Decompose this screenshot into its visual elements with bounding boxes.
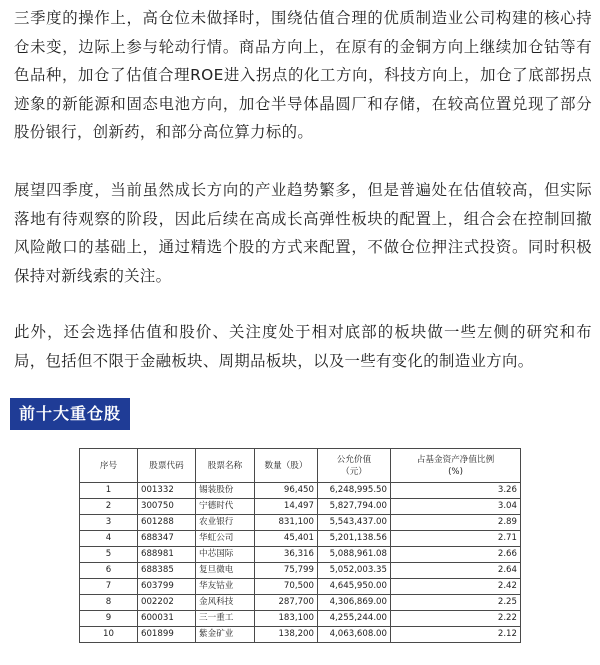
header-fair-value	[318, 449, 391, 483]
cell-stock-code: 688981	[138, 547, 196, 563]
table-row	[80, 627, 521, 643]
cell-rank: 9	[80, 611, 138, 627]
paragraph-q4-outlook: 展望四季度，当前虽然成长方向的产业趋势繁多，但是普遍处在估值较高，但实际落地有待观察的阶段，因此后续在高成长高弹性板块的配置上，组合会在控制回撤风险敞口的基础上，通过精选个股的方式来配置，不做仓位押注式投资。同时积极保持对新线索的关注。	[14, 181, 592, 285]
table-row	[80, 499, 521, 515]
header-rank: 序号	[80, 449, 138, 483]
cell-stock-name: 复旦微电	[196, 563, 255, 579]
cell-rank: 2	[80, 499, 138, 515]
cell-quantity: 831,100	[255, 515, 318, 531]
cell-stock-code: 600031	[138, 611, 196, 627]
cell-stock-name: 三一重工	[196, 611, 255, 627]
cell-fair-value: 4,255,244.00	[318, 611, 391, 627]
cell-fair-value: 5,201,138.56	[318, 531, 391, 547]
cell-rank: 6	[80, 563, 138, 579]
cell-stock-name: 宁德时代	[196, 499, 255, 515]
table-row	[80, 483, 521, 499]
cell-stock-name: 金风科技	[196, 595, 255, 611]
cell-stock-code: 688347	[138, 531, 196, 547]
header-stock-name: 股票名称	[196, 449, 255, 483]
cell-quantity: 75,799	[255, 563, 318, 579]
cell-stock-name: 紫金矿业	[196, 627, 255, 643]
cell-fair-value: 5,052,003.35	[318, 563, 391, 579]
cell-fair-value: 5,543,437.00	[318, 515, 391, 531]
cell-nav-ratio: 2.25	[391, 595, 521, 611]
table-body	[80, 483, 521, 643]
cell-rank: 3	[80, 515, 138, 531]
table-row	[80, 515, 521, 531]
header-nav-ratio-line1: 占基金资产净值比例	[416, 454, 495, 465]
table-row	[80, 595, 521, 611]
section-title-top10-holdings: 前十大重仓股	[10, 398, 130, 430]
cell-nav-ratio: 3.26	[391, 483, 521, 499]
header-fair-value-line2: （元）	[341, 466, 367, 477]
cell-rank: 4	[80, 531, 138, 547]
cell-stock-name: 农业银行	[196, 515, 255, 531]
cell-fair-value: 6,248,995.50	[318, 483, 391, 499]
header-stock-code: 股票代码	[138, 449, 196, 483]
table-row	[80, 531, 521, 547]
cell-stock-code: 601288	[138, 515, 196, 531]
cell-rank: 7	[80, 579, 138, 595]
header-fair-value-line1: 公允价值	[336, 454, 372, 465]
cell-stock-code: 001332	[138, 483, 196, 499]
top10-holdings-table	[79, 448, 521, 643]
paragraph-q3-operations: 三季度的操作上，高仓位未做择时，围绕估值合理的优质制造业公司构建的核心持仓未变，边际上参与轮动行情。商品方向上，在原有的金铜方向上继续加仓钴等有色品种，加仓了估值合理ROE进入拐点的化工方向，科技方向上，加仓了底部拐点迹象的新能源和固态电池方向，加仓半导体晶圆厂和存储，在较高位置兑现了部分股份银行，创新药，和部分高位算力标的。	[14, 9, 592, 142]
cell-quantity: 36,316	[255, 547, 318, 563]
cell-fair-value: 5,827,794.00	[318, 499, 391, 515]
cell-nav-ratio: 2.22	[391, 611, 521, 627]
cell-fair-value: 4,063,608.00	[318, 627, 391, 643]
cell-nav-ratio: 2.42	[391, 579, 521, 595]
cell-quantity: 45,401	[255, 531, 318, 547]
cell-stock-name: 华友钴业	[196, 579, 255, 595]
cell-stock-name: 华虹公司	[196, 531, 255, 547]
cell-fair-value: 4,306,869.00	[318, 595, 391, 611]
cell-nav-ratio: 3.04	[391, 499, 521, 515]
table-row	[80, 611, 521, 627]
cell-stock-name: 中芯国际	[196, 547, 255, 563]
cell-stock-code: 601899	[138, 627, 196, 643]
header-nav-ratio	[391, 449, 521, 483]
cell-rank: 8	[80, 595, 138, 611]
cell-stock-code: 603799	[138, 579, 196, 595]
cell-rank: 10	[80, 627, 138, 643]
cell-fair-value: 5,088,961.08	[318, 547, 391, 563]
cell-quantity: 287,700	[255, 595, 318, 611]
cell-rank: 5	[80, 547, 138, 563]
header-quantity: 数量（股）	[255, 449, 318, 483]
header-nav-ratio-line2: (%)	[448, 466, 463, 477]
cell-quantity: 70,500	[255, 579, 318, 595]
cell-nav-ratio: 2.66	[391, 547, 521, 563]
cell-quantity: 14,497	[255, 499, 318, 515]
table-row	[80, 563, 521, 579]
table-row	[80, 547, 521, 563]
cell-stock-code: 300750	[138, 499, 196, 515]
cell-quantity: 183,100	[255, 611, 318, 627]
cell-quantity: 96,450	[255, 483, 318, 499]
cell-nav-ratio: 2.71	[391, 531, 521, 547]
cell-quantity: 138,200	[255, 627, 318, 643]
table-header-row	[80, 449, 521, 483]
paragraph-left-side-research: 此外，还会选择估值和股价、关注度处于相对底部的板块做一些左侧的研究和布局，包括但不限于金融板块、周期品板块，以及一些有变化的制造业方向。	[14, 323, 592, 370]
cell-nav-ratio: 2.64	[391, 563, 521, 579]
cell-stock-code: 688385	[138, 563, 196, 579]
table-row	[80, 579, 521, 595]
cell-stock-name: 锡装股份	[196, 483, 255, 499]
cell-stock-code: 002202	[138, 595, 196, 611]
cell-nav-ratio: 2.12	[391, 627, 521, 643]
cell-fair-value: 4,645,950.00	[318, 579, 391, 595]
cell-rank: 1	[80, 483, 138, 499]
cell-nav-ratio: 2.89	[391, 515, 521, 531]
